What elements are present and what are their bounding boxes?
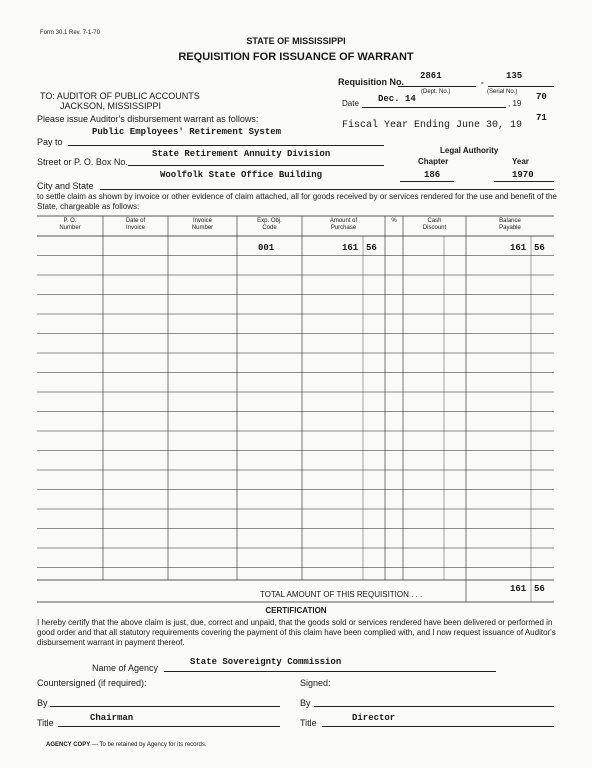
column-header-line1: Cash [427,218,442,224]
pay-to-value: Public Employees' Retirement System [92,127,282,137]
signed-label: Signed: [300,678,331,688]
requisition-dash: - [481,78,484,87]
form-number: Form 30.1 Rev. 7-1-70 [40,30,100,36]
chapter-value: 186 [424,170,441,180]
column-header-6 [403,218,466,232]
requisition-dept-value: 2861 [420,71,442,81]
city-state-line [100,189,554,190]
column-header-line2: Discount [422,225,447,231]
chapter-line [400,181,454,182]
by-left-label: By [37,698,48,708]
total-label: TOTAL AMOUNT OF THIS REQUISITION . . . [260,590,423,599]
column-header-line2: Number [191,225,214,231]
pay-to-label: Pay to [37,137,63,147]
to-line-2: JACKSON, MISSISSIPPI [60,101,162,111]
footer-agency-copy: AGENCY COPY [46,742,91,748]
agency-line [164,671,496,672]
fiscal-year-text: Fiscal Year Ending June 30, 19 [342,120,523,131]
legal-year-value: 1970 [512,170,534,180]
exp-obj-code-cell: 001 [258,243,275,253]
page-title: REQUISITION FOR ISSUANCE OF WARRANT [178,51,414,63]
column-header-line2: Invoice [125,225,145,231]
settle-text: to settle claim as shown by invoice or other evidence of claim attached, all for goods received by or services rendered for the use and benefit of the State, chargeable as follows: [37,192,557,211]
balance-cents-cell: 56 [534,243,545,253]
total-cents: 56 [534,584,545,594]
column-header-line2: Purchase [330,225,357,231]
column-header-line1: % [391,218,397,224]
title-right-line [322,726,554,727]
certification-heading: CERTIFICATION [265,606,327,615]
requisition-serial-value: 135 [506,71,523,81]
title-left-value: Chairman [90,713,134,723]
chapter-label: Chapter [418,157,449,166]
column-header-7 [466,218,554,232]
by-right-label: By [300,698,311,708]
title-left-label: Title [37,718,54,728]
column-header-1 [103,218,168,232]
column-header-line1: Amount of [329,218,358,224]
column-header-4 [302,218,385,232]
to-line-3: Please issue Auditor's disbursement warrant as follows: [37,114,259,124]
amount-dollars-cell: 161 [342,243,359,253]
serial-no-label: (Serial No.) [487,89,518,95]
column-header-2 [168,218,237,232]
title-right-label: Title [300,718,317,728]
title-left-line [58,726,280,727]
column-header-line1: Exp. Obj. [257,218,282,224]
fiscal-year-value: 71 [536,113,547,123]
footer-note [46,742,207,748]
street-line [128,165,384,166]
column-header-3 [237,218,302,232]
column-header-line1: Date of [125,218,146,224]
state-heading: STATE OF MISSISSIPPI [246,36,346,46]
legal-authority-label: Legal Authority [440,146,499,155]
balance-dollars-cell: 161 [510,243,527,253]
city-state-value: Woolfolk State Office Building [160,170,323,180]
certification-text: I hereby certify that the above claim is just, due, correct and unpaid, that the goods sold or services rendered have been delivered or performed in good order and that all statutory requirements covering the payment of this claim have been complied with, and I now request issuance of Auditor's disbursement warrant in payment thereof. [37,618,556,647]
by-left-line [50,706,280,707]
street-label: Street or P. O. Box No. [37,157,128,167]
requisition-label: Requisition No. [338,77,404,87]
street-value: State Retirement Annuity Division [152,149,331,159]
date-label: Date [342,99,359,108]
date-line [362,107,506,108]
total-dollars: 161 [510,584,527,594]
date-year: 70 [536,92,547,102]
amount-cents-cell: 56 [366,243,377,253]
column-header-line1: Invoice [192,218,212,224]
date-year-prefix: , 19 [508,99,522,108]
legal-year-label: Year [512,157,529,166]
agency-label: Name of Agency [92,663,159,673]
column-header-line2: Number [59,225,81,231]
column-header-0 [37,218,103,232]
by-right-line [314,706,554,707]
column-header-line2: Code [262,225,277,231]
title-right-value: Director [352,713,396,723]
footer-rest: — To be retained by Agency for its records. [90,742,207,748]
countersigned-label: Countersigned (if required): [37,678,147,688]
pay-to-line [68,145,384,146]
legal-year-line [494,181,554,182]
to-line-1: TO: AUDITOR OF PUBLIC ACCOUNTS [40,91,200,101]
requisition-serial-line [488,86,554,87]
agency-value: State Sovereignty Commission [190,657,342,667]
column-header-line2: Payable [499,225,521,231]
requisition-dept-line [398,86,476,87]
date-value: Dec. 14 [378,94,416,104]
city-state-label: City and State [37,181,94,191]
column-header-5 [385,218,403,225]
column-header-line1: Balance [499,218,521,224]
column-header-line1: P. O. [63,218,77,224]
dept-no-label: (Dept. No.) [421,89,451,95]
